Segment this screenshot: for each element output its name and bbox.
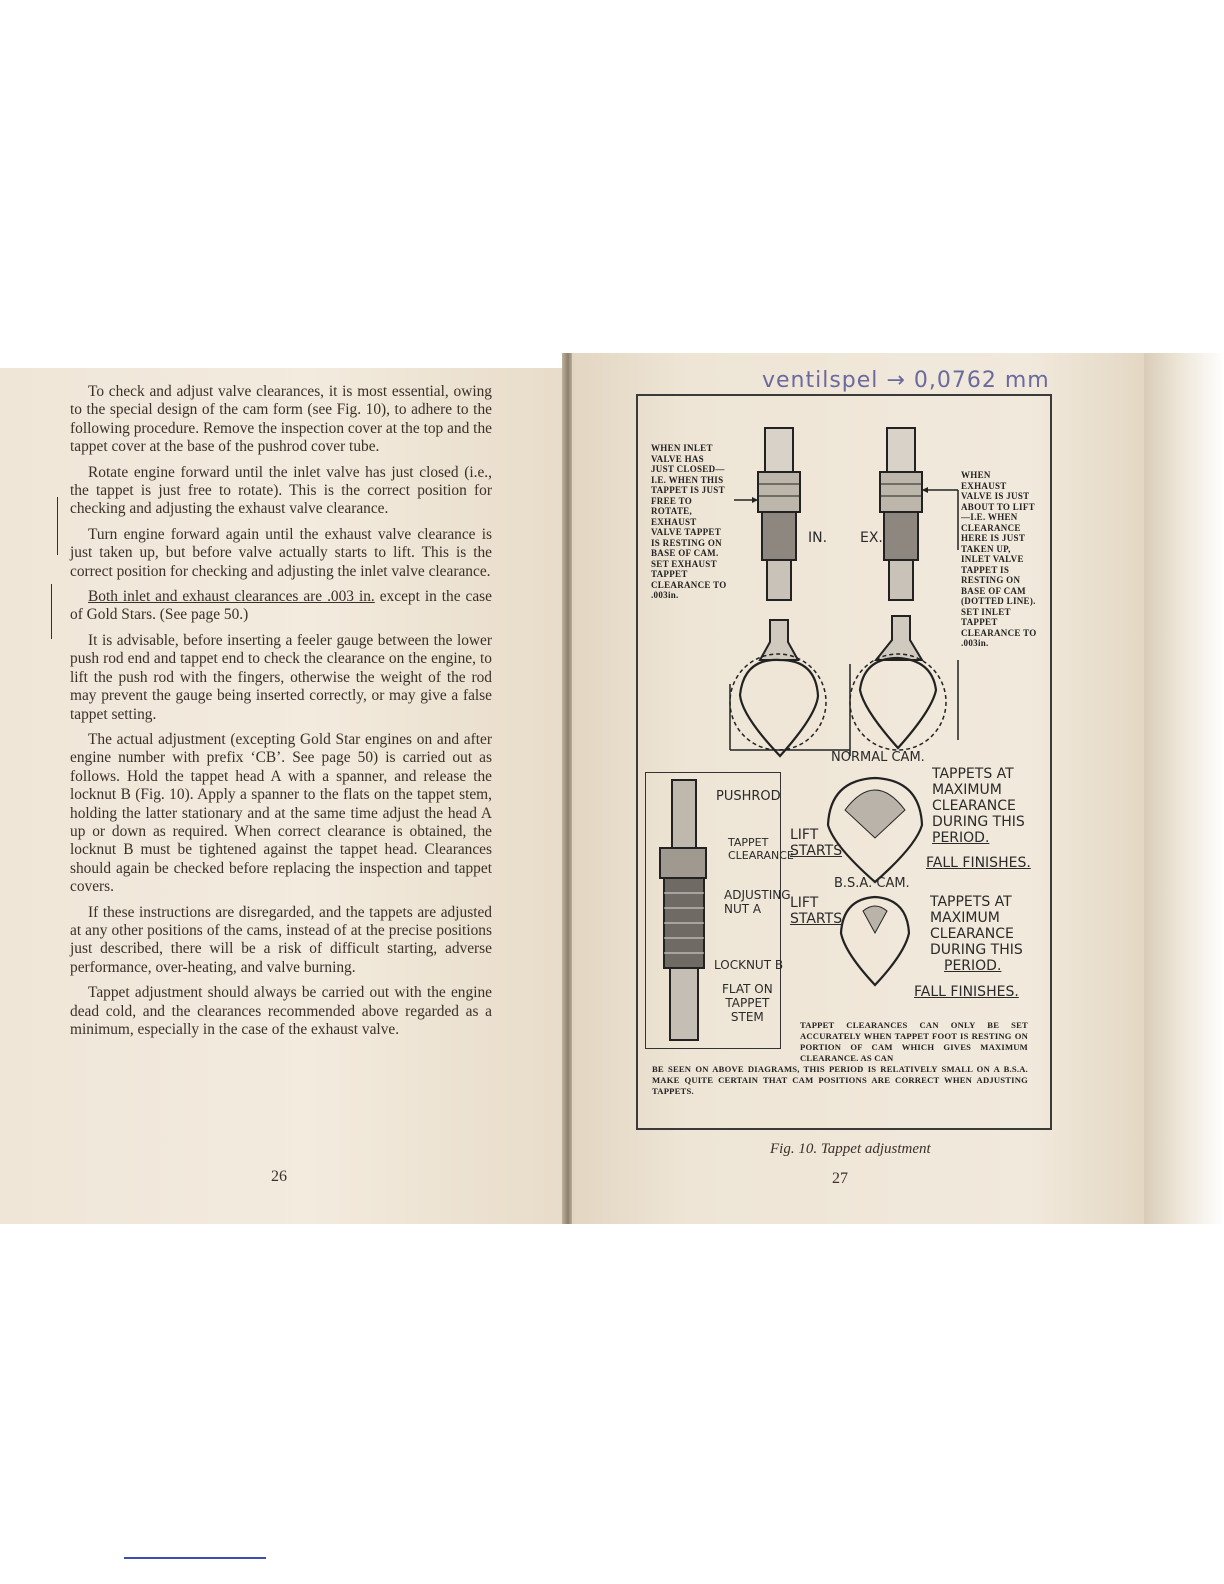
adjusting-nut-label bbox=[724, 888, 791, 916]
paragraph-dead-cold: Tappet adjustment should always be carried out with the engine dead cold, and the clearances recommended above regarded as a minimum, especially in the case of the exhaust valve. bbox=[70, 984, 492, 1038]
tappet-clearance-line-2: CLEARANCE bbox=[728, 849, 794, 862]
tappet-clearance-line-1: TAPPET bbox=[728, 836, 769, 849]
left-page-number: 26 bbox=[271, 1168, 287, 1185]
tappet-clearance-label bbox=[728, 836, 794, 862]
scan-underline-mark bbox=[124, 1557, 266, 1559]
normal-cam-tappets-line-4: DURING THIS bbox=[932, 814, 1025, 830]
figure-note-full: BE SEEN ON ABOVE DIAGRAMS, THIS PERIOD IS RELATIVELY SMALL ON A B.S.A. MAKE QUITE CERTAIN THAT CAM POSITIONS ARE CORRECT WHEN ADJUSTING TAPPETS. bbox=[652, 1064, 1028, 1096]
right-callout: WHEN EXHAUST VALVE IS JUST ABOUT TO LIFT—I.E. WHEN CLEARANCE HERE IS JUST TAKEN UP, INLET VALVE TAPPET IS RESTING ON BASE OF CAM (DOTTED LINE). SET INLET TAPPET CLEARANCE TO .003in. bbox=[961, 470, 1037, 648]
figure-note-indented: TAPPET CLEARANCES CAN ONLY BE SET ACCURATELY WHEN TAPPET FOOT IS RESTING ON PORTION OF CAM WHICH GIVES MAXIMUM CLEARANCE. AS CAN bbox=[800, 1020, 1028, 1063]
margin-bracket-1 bbox=[57, 497, 58, 555]
left-callout: WHEN INLET VALVE HAS JUST CLOSED—I.E. WHEN THIS TAPPET IS JUST FREE TO ROTATE, EXHAUST VALVE TAPPET IS RESTING ON BASE OF CAM. SET EXHAUST TAPPET CLEARANCE TO .003in. bbox=[651, 443, 727, 600]
handwritten-note: ventilspel → 0,0762 mm bbox=[762, 368, 1050, 393]
figure-caption: Fig. 10. Tappet adjustment bbox=[770, 1141, 931, 1157]
bsa-cam-tappets-label bbox=[930, 894, 1023, 974]
bsa-cam-tappets-line-3: CLEARANCE bbox=[930, 926, 1014, 942]
bsa-cam-lift-line-1: LIFT bbox=[790, 895, 819, 911]
bsa-cam-tappets-line-1: TAPPETS AT bbox=[930, 894, 1012, 910]
flat-on-tappet-line-2: TAPPET bbox=[725, 996, 770, 1010]
locknut-label: LOCKNUT B bbox=[714, 958, 784, 972]
exhaust-cam bbox=[850, 654, 946, 750]
normal-cam-tappets-label bbox=[932, 766, 1025, 846]
bsa-cam-lift-line-2: STARTS bbox=[790, 911, 843, 927]
paragraph-adjustment: The actual adjustment (excepting Gold Star engines on and after engine number with prefix ‘CB’. See page 50) is carried out as follows. Hold the tappet head A with a spanner, and release the locknut B (Fig. 10). Apply a spanner to the flats on the tappet stem, holding the latter stationary and at the same time adjust the head A up or down as required. When correct clearance is obtained, the locknut B must be tightened against the tappet head. Clearances should again be checked before replacing the inspection and tappet covers. bbox=[70, 730, 492, 896]
adjusting-nut-line-1: ADJUSTING bbox=[724, 888, 791, 902]
normal-cam-tappets-line-5: PERIOD. bbox=[932, 830, 990, 846]
valve-cam-diagram bbox=[700, 420, 980, 770]
bsa-cam-drawing bbox=[835, 893, 915, 993]
tappet-detail-drawing bbox=[650, 778, 710, 1043]
paragraph-procedure: To check and adjust valve clearances, it is most essential, owing to the special design of the cam form (see Fig. 10), to adhere to the following procedure. Remove the inspection cover at the top and the tappet cover at the base of the pushrod cover tube. bbox=[70, 383, 492, 456]
left-page-text bbox=[70, 383, 492, 1046]
adjusting-nut-line-2: NUT A bbox=[724, 902, 762, 916]
normal-cam-lift-line-1: LIFT bbox=[790, 827, 819, 843]
bsa-cam-tappets-line-2: MAXIMUM bbox=[930, 910, 1000, 926]
paragraph-exhaust-check: Rotate engine forward until the inlet valve has just closed (i.e., the tappet is just free to rotate). This is the correct position for checking and adjusting the exhaust valve clearance. bbox=[70, 463, 492, 518]
normal-cam-lift-label bbox=[790, 827, 842, 859]
right-page-number: 27 bbox=[832, 1170, 848, 1187]
flat-on-tappet-line-1: FLAT ON bbox=[722, 982, 773, 996]
page-edge bbox=[1144, 353, 1224, 1224]
bsa-cam-title: B.S.A. CAM. bbox=[834, 876, 910, 891]
inlet-cam bbox=[730, 654, 826, 756]
bsa-cam-lift-label bbox=[790, 895, 842, 927]
paragraph-clearance bbox=[70, 588, 492, 625]
clearance-exception: except in the case of Gold Stars. (See page 50.) bbox=[70, 588, 492, 624]
clearance-value-underlined: Both inlet and exhaust clearances are .003 in. bbox=[88, 588, 375, 606]
flat-on-tappet-label bbox=[722, 982, 773, 1024]
normal-cam-tappets-line-2: MAXIMUM bbox=[932, 782, 1002, 798]
normal-cam-lift-line-2: STARTS bbox=[790, 843, 843, 859]
bsa-cam-fall-label: FALL FINISHES. bbox=[914, 984, 1019, 1000]
inlet-valve-assembly bbox=[758, 428, 800, 660]
normal-cam-tappets-line-3: CLEARANCE bbox=[932, 798, 1016, 814]
bsa-cam-tappets-line-4: DURING THIS bbox=[930, 942, 1023, 958]
margin-bracket-2 bbox=[51, 584, 52, 639]
flat-on-tappet-line-3: STEM bbox=[730, 1010, 764, 1024]
pushrod-label: PUSHROD bbox=[716, 789, 781, 804]
paragraph-warning: If these instructions are disregarded, and the tappets are adjusted at any other positions of the cams, instead of at the precise positions just described, there will be a risk of difficult starting, adverse performance, over-heating, and valve burning. bbox=[70, 903, 492, 976]
bsa-cam-tappets-line-5: PERIOD. bbox=[944, 958, 1002, 974]
normal-cam-tappets-line-1: TAPPETS AT bbox=[932, 766, 1014, 782]
inlet-label: IN. bbox=[808, 530, 828, 546]
paragraph-inlet-check: Turn engine forward again until the exhaust valve clearance is just taken up, but before valve actually starts to lift. This is the correct position for checking and adjusting the inlet valve clearance. bbox=[70, 525, 492, 580]
exhaust-valve-assembly bbox=[876, 428, 922, 660]
paragraph-feeler-gauge: It is advisable, before inserting a feeler gauge between the lower push rod end and tappet end to check the clearance on the engine, to lift the push rod with the fingers, otherwise the weight of the rod may prevent the gauge being inserted correctly, or may give a false tappet setting. bbox=[70, 631, 492, 723]
normal-cam-title: NORMAL CAM. bbox=[831, 750, 925, 765]
normal-cam-fall-label: FALL FINISHES. bbox=[926, 855, 1031, 871]
exhaust-label: EX. bbox=[860, 530, 883, 546]
